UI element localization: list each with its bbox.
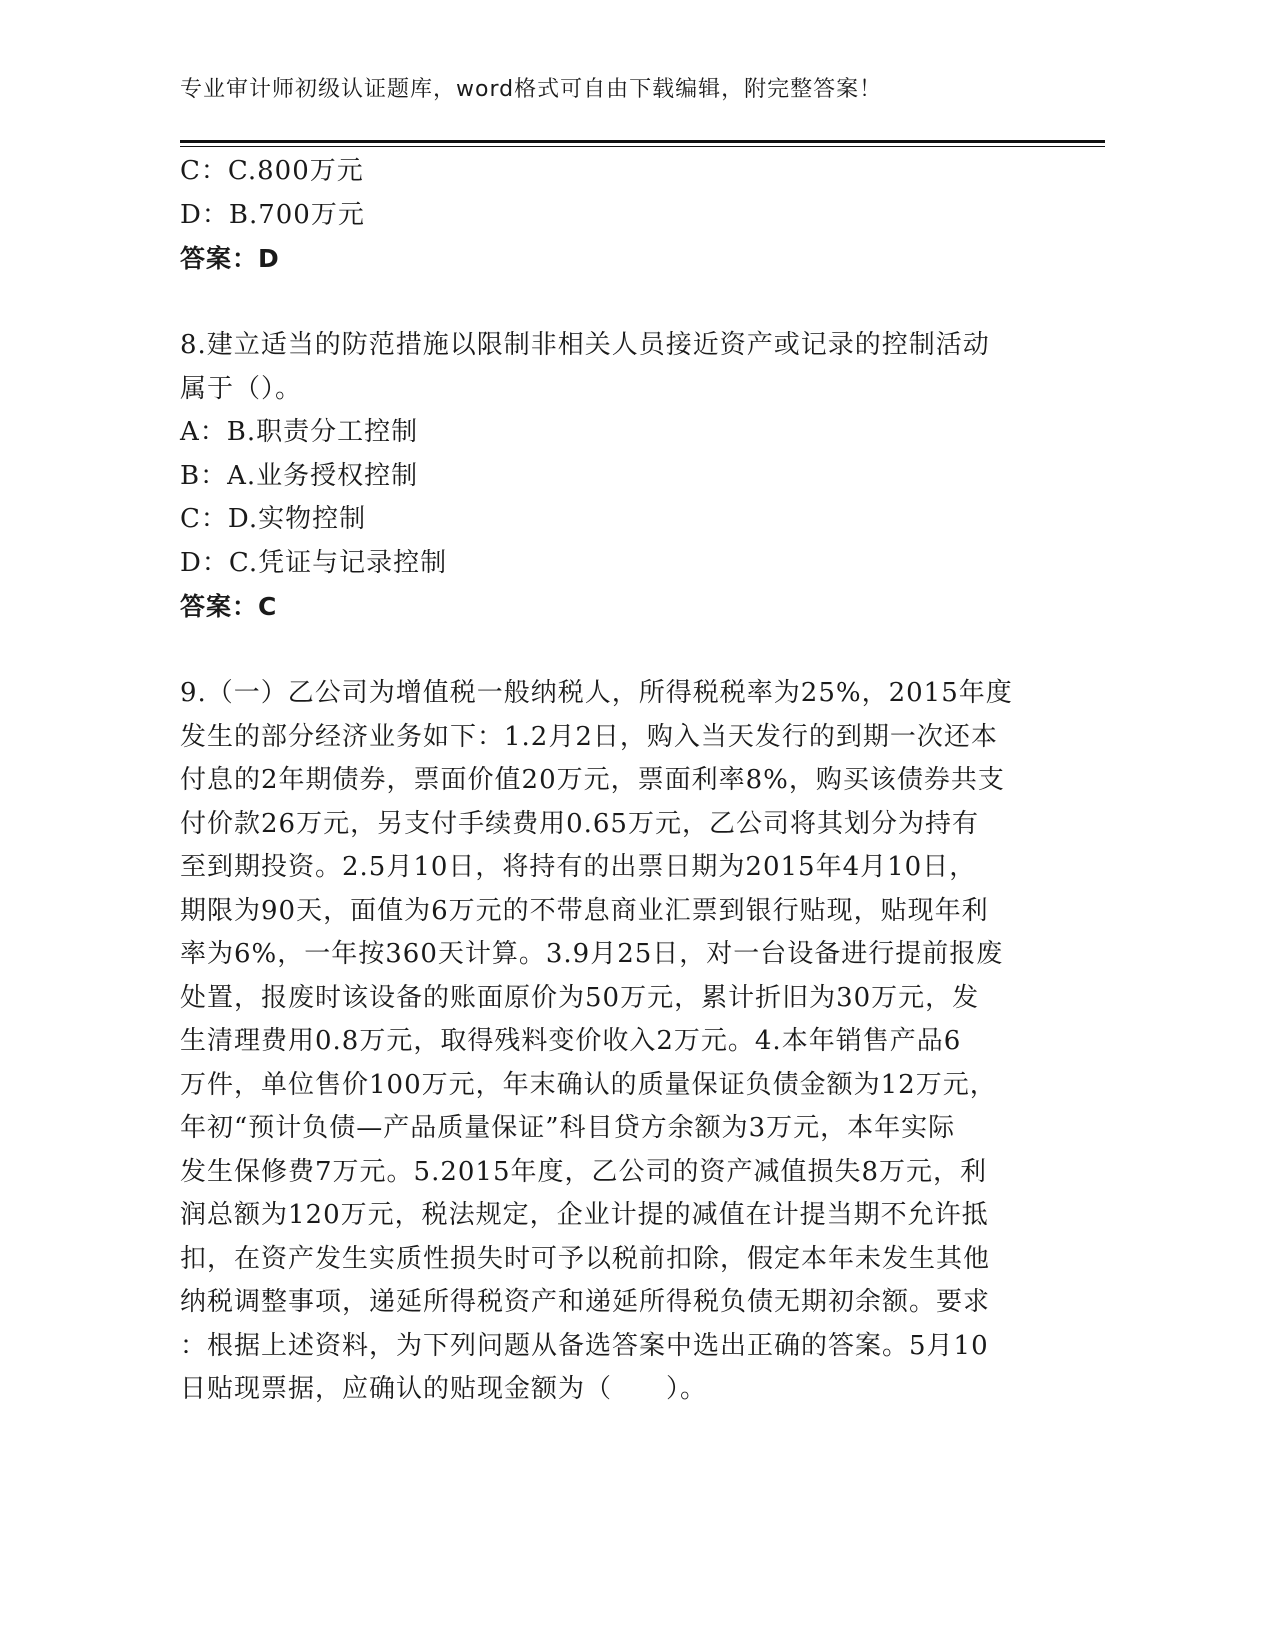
question-9-line: 付息的2年期债券，票面价值20万元，票面利率8%，购买该债券共支	[180, 765, 1005, 795]
option-a: A：B.职责分工控制	[180, 417, 419, 447]
question-9-line: 万件，单位售价100万元，年末确认的质量保证负债金额为12万元，	[180, 1069, 997, 1100]
spacer	[180, 629, 1060, 673]
question-9-line: 年初“预计负债—产品质量保证”科目贷方余额为3万元，本年实际	[180, 1113, 956, 1143]
option-d: D：B.700万元	[180, 199, 365, 230]
question-9-line: ：根据上述资料，为下列问题从备选答案中选出正确的答案。5月10	[180, 1330, 989, 1361]
option-c: C：C.800万元	[180, 156, 364, 186]
question-9-line: 扣，在资产发生实质性损失时可予以税前扣除，假定本年未发生其他	[180, 1243, 991, 1274]
question-9-line: 生清理费用0.8万元，取得残料变价收入2万元。4.本年销售产品6	[180, 1026, 962, 1056]
answer: 答案：C	[180, 592, 278, 621]
question-9-line: 纳税调整事项，递延所得税资产和递延所得税负债无期初余额。要求	[180, 1287, 991, 1317]
option-d: D：C.凭证与记录控制	[180, 547, 448, 578]
answer: 答案：D	[180, 244, 280, 273]
question-9-line: 日贴现票据，应确认的贴现金额为（ ）。	[180, 1374, 708, 1404]
question-8-stem-line: 8.建立适当的防范措施以限制非相关人员接近资产或记录的控制活动	[180, 330, 990, 360]
page-header: 专业审计师初级认证题库，word格式可自由下载编辑，附完整答案！	[180, 77, 883, 102]
question-9-line: 润总额为120万元，税法规定，企业计提的减值在计提当期不允许抵	[180, 1200, 989, 1230]
question-9-line: 付价款26万元，另支付手续费用0.65万元，乙公司将其划分为持有	[180, 808, 979, 839]
question-9-line: 期限为90天，面值为6万元的不带息商业汇票到银行贴现，贴现年利	[180, 895, 989, 926]
option-b: B：A.业务授权控制	[180, 460, 419, 491]
question-9-line: 发生的部分经济业务如下：1.2月2日，购入当天发行的到期一次还本	[180, 721, 998, 752]
question-8-stem-line: 属于（）。	[180, 373, 303, 404]
question-9-line: 处置，报废时该设备的账面原价为50万元，累计折旧为30万元，发	[180, 982, 980, 1013]
question-9-line: 9.（一）乙公司为增值税一般纳税人，所得税税率为25%，2015年度	[180, 678, 1013, 708]
header-rule-thin	[180, 146, 1105, 147]
question-9-line: 发生保修费7万元。5.2015年度，乙公司的资产减值损失8万元，利	[180, 1156, 988, 1187]
question-9-line: 至到期投资。2.5月10日，将持有的出票日期为2015年4月10日，	[180, 852, 977, 882]
spacer	[180, 281, 1060, 325]
question-9-line: 率为6%，一年按360天计算。3.9月25日，对一台设备进行提前报废	[180, 939, 1004, 969]
document-body	[180, 150, 1060, 1412]
header-rule-thick	[180, 140, 1105, 143]
option-c: C：D.实物控制	[180, 504, 367, 534]
